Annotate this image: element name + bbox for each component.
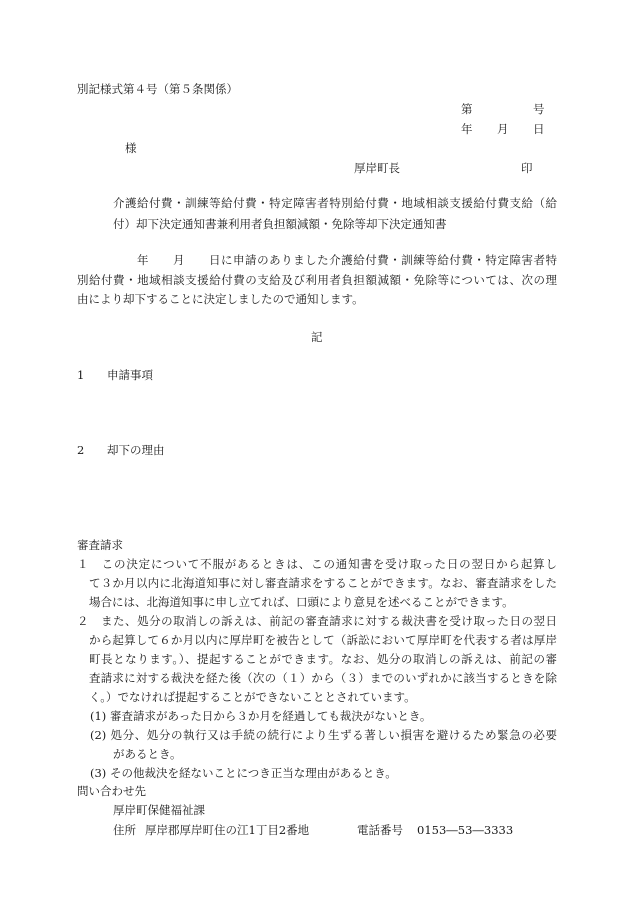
date-day: 日 [533, 122, 545, 136]
item1-label: 申請事項 [107, 368, 153, 382]
issuer-name: 厚岸町長 [354, 161, 400, 175]
number-prefix: 第 [461, 102, 473, 116]
appeal-p2-line1: ２ また、処分の取消しの訴えは、前記の審査請求に対する裁決書を受け取った日の翌日 [77, 614, 557, 628]
number-suffix: 号 [533, 102, 545, 116]
intro-year: 年 [137, 253, 149, 267]
intro-month: 月 [173, 253, 185, 267]
contact-address: 厚岸郡厚岸町住の江1丁目2番地 [145, 823, 310, 837]
document-title-line2: 付）却下決定通知書兼利用者負担額減額・免除等却下決定通知書 [113, 217, 447, 231]
item2-number: 2 [77, 443, 85, 457]
intro-line2: 別給付費・地域相談支援給付費の支給及び利用者負担額減額・免除等については、次の理 [77, 273, 557, 287]
form-label: 別記様式第４号（第５条関係） [77, 82, 238, 96]
seal-mark: 印 [521, 161, 533, 175]
date-year: 年 [461, 122, 473, 136]
appeal-sub2-line1: (2) 処分、処分の執行又は手続の続行により生ずる著しい損害を避けるため緊急の必要 [90, 728, 557, 742]
intro-line1: 日に申請のありました介護給付費・訓練等給付費・特定障害者特 [209, 253, 557, 267]
contact-address-label: 住所 [113, 823, 136, 837]
addressee-honorific: 様 [125, 141, 137, 155]
appeal-p2-line3: 町長となります。）、提起することができます。なお、処分の取消しの訴えは、前記の審 [89, 652, 557, 666]
date-month: 月 [497, 122, 509, 136]
contact-phone: 0153―53―3333 [417, 823, 514, 837]
appeal-p2-line5: く。）でなければ提起することができないこととされています。 [89, 690, 416, 704]
appeal-sub1: (1) 審査請求があった日から３か月を経過しても裁決がないとき。 [90, 709, 432, 723]
contact-heading: 問い合わせ先 [77, 784, 146, 798]
intro-line3: 由により却下することに決定しましたので通知します。 [77, 292, 364, 306]
contact-phone-label: 電話番号 [357, 823, 403, 837]
appeal-p1-line3: 場合には、北海道知事に申し立てれば、口頭により意見を述べることができます。 [89, 595, 514, 609]
contact-department: 厚岸町保健福祉課 [113, 803, 205, 817]
appeal-p1-line1: １ この決定について不服があるときは、この通知書を受け取った日の翌日から起算し [77, 557, 557, 571]
item1-number: 1 [77, 368, 85, 382]
item2-label: 却下の理由 [107, 443, 165, 457]
appeal-p2-line4: 査請求に対する裁決を経た後（次の（１）から（３）までのいずれかに該当するときを除 [89, 671, 557, 685]
appeal-heading: 審査請求 [77, 538, 123, 552]
appeal-sub2-line2: があるとき。 [113, 747, 182, 761]
appeal-sub3: (3) その他裁決を経ないことにつき正当な理由があるとき。 [90, 766, 397, 780]
appeal-p2-line2: から起算して６か月以内に厚岸町を被告として（訴訟において厚岸町を代表する者は厚岸 [89, 633, 557, 647]
ki-heading: 記 [311, 330, 323, 344]
appeal-p1-line2: て３か月以内に北海道知事に対し審査請求をすることができます。なお、審査請求をした [89, 576, 557, 590]
document-title-line1: 介護給付費・訓練等給付費・特定障害者特別給付費・地域相談支援給付費支給（給 [113, 196, 557, 210]
